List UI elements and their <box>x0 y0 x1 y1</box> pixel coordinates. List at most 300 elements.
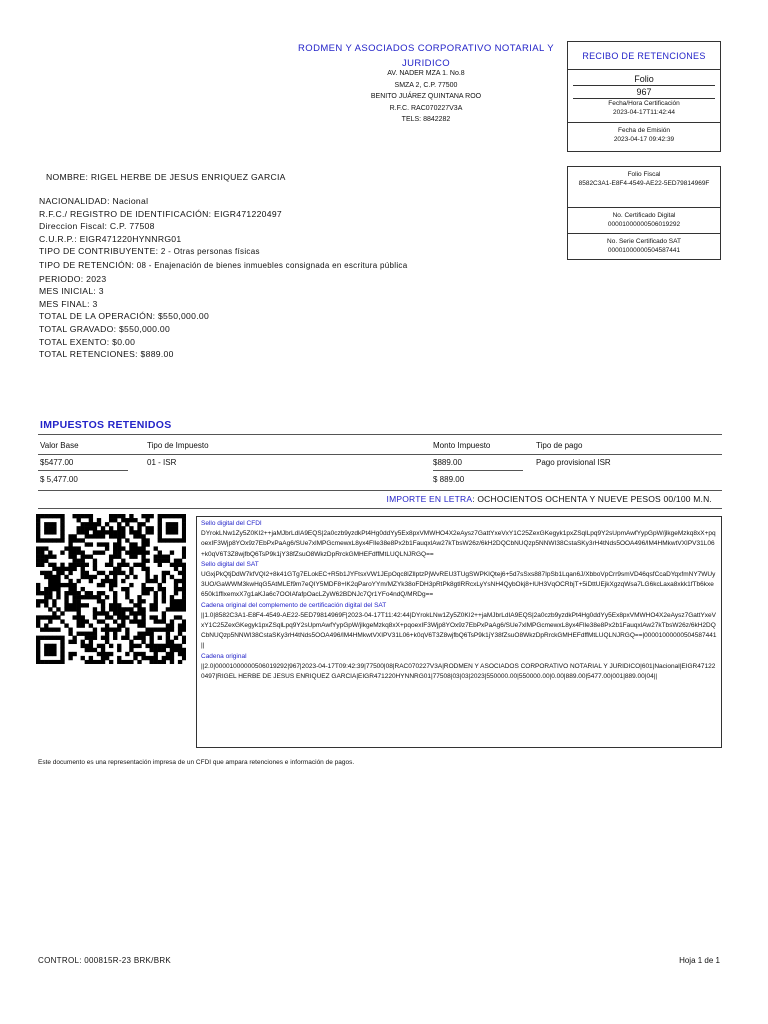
qr-module <box>121 579 125 583</box>
qr-module <box>109 530 113 534</box>
qr-module <box>150 660 154 664</box>
qr-module <box>64 595 68 599</box>
qr-module <box>129 542 133 546</box>
field-mes-final: MES FINAL: 3 <box>39 298 98 309</box>
qr-module <box>182 591 186 595</box>
qr-module <box>68 587 72 591</box>
qr-module <box>36 514 40 518</box>
qr-module <box>117 623 121 627</box>
qr-module <box>166 526 170 530</box>
qr-module <box>129 546 133 550</box>
qr-module <box>64 603 68 607</box>
qr-module <box>97 571 101 575</box>
qr-module <box>89 522 93 526</box>
qr-module <box>64 591 68 595</box>
qr-module <box>145 542 149 546</box>
qr-module <box>113 571 117 575</box>
qr-module <box>170 628 174 632</box>
qr-module <box>109 571 113 575</box>
qr-module <box>89 526 93 530</box>
qr-module <box>48 555 52 559</box>
qr-module <box>89 595 93 599</box>
qr-module <box>137 611 141 615</box>
qr-module <box>121 526 125 530</box>
qr-module <box>113 619 117 623</box>
qr-module <box>52 587 56 591</box>
qr-module <box>97 583 101 587</box>
qr-module <box>162 571 166 575</box>
qr-module <box>81 555 85 559</box>
qr-module <box>77 623 81 627</box>
qr-module <box>81 619 85 623</box>
taxes-cell-tipo-pago: Pago provisional ISR <box>536 458 611 467</box>
qr-module <box>72 640 76 644</box>
qr-module <box>182 575 186 579</box>
qr-module <box>162 595 166 599</box>
qr-module <box>81 615 85 619</box>
qr-module <box>48 628 52 632</box>
qr-module <box>72 583 76 587</box>
qr-module <box>60 538 64 542</box>
qr-module <box>68 534 72 538</box>
qr-module <box>93 575 97 579</box>
qr-module <box>97 644 101 648</box>
qr-module <box>93 636 97 640</box>
qr-module <box>36 599 40 603</box>
qr-module <box>97 660 101 664</box>
importe-en-letra <box>38 494 712 504</box>
qr-module <box>125 550 129 554</box>
qr-module <box>81 595 85 599</box>
qr-module <box>68 550 72 554</box>
qr-module <box>89 579 93 583</box>
qr-module <box>113 555 117 559</box>
qr-module <box>89 632 93 636</box>
qr-module <box>117 660 121 664</box>
footer-control: CONTROL: 000815R-23 BRK/BRK <box>38 956 172 965</box>
qr-module <box>52 579 56 583</box>
qr-module <box>170 607 174 611</box>
qr-module <box>137 644 141 648</box>
qr-module <box>56 575 60 579</box>
qr-module <box>166 530 170 534</box>
qr-module <box>121 636 125 640</box>
qr-module <box>60 652 64 656</box>
qr-module <box>101 534 105 538</box>
cadena-complemento-value: ||1.0|8582C3A1-E8F4-4549-AE22-5ED79814969F|2023-04-17T11:42:44|DYrokLNw1Zy5Z0KI2++jaMJbrLdIA9EQS|2a0czb9yzdkPt4Hg0ddYy5Ex8pxVMWHO4X2eAysz7GattYxeVxY1C25ZexGKegyk1pxZSqlLpq9Y2sUpmAwfYypGpW/jlkgeMzkq8xX+pqoexIF3Wjp8YOx9z7EbPxPaAg6/SUe7xlMPGcmewxL8yx4FIle38e8Px2b1FauqxlAw27kTbsW26z/6kH2DQCbNUQzp5NNWI38CstaSKy3rH4tNds5OOA496/lM4HMkwtVXIPV31L06+k0qV6T3Z8wjfbQ6TsP9k1jY38fZsuO8WkzDpRrckGMHEFdffMtLUQLNJRGQ==|00001000000504587441|| <box>201 611 717 650</box>
cert-digital-box <box>567 207 721 234</box>
qr-module <box>182 599 186 603</box>
qr-module <box>145 575 149 579</box>
qr-module <box>154 591 158 595</box>
qr-module <box>72 652 76 656</box>
qr-module <box>72 636 76 640</box>
qr-module <box>109 660 113 664</box>
qr-module <box>44 522 48 526</box>
qr-module <box>105 652 109 656</box>
qr-module <box>141 623 145 627</box>
qr-module <box>64 575 68 579</box>
taxes-divider-top <box>38 434 722 435</box>
qr-module <box>125 595 129 599</box>
qr-module <box>60 550 64 554</box>
qr-module <box>44 636 48 640</box>
qr-module <box>101 636 105 640</box>
qr-module <box>105 615 109 619</box>
qr-module <box>129 514 133 518</box>
qr-module <box>170 550 174 554</box>
qr-module <box>40 599 44 603</box>
qr-module <box>113 595 117 599</box>
qr-module <box>121 611 125 615</box>
qr-module <box>137 534 141 538</box>
qr-module <box>182 538 186 542</box>
qr-module <box>113 542 117 546</box>
taxes-cell-underline <box>38 470 128 471</box>
qr-module <box>89 640 93 644</box>
qr-module <box>162 559 166 563</box>
qr-module <box>40 571 44 575</box>
qr-module <box>117 603 121 607</box>
qr-module <box>174 567 178 571</box>
qr-module <box>77 550 81 554</box>
qr-module <box>72 587 76 591</box>
qr-module <box>48 571 52 575</box>
qr-module <box>56 615 60 619</box>
qr-module <box>178 628 182 632</box>
qr-module <box>81 571 85 575</box>
qr-module <box>85 603 89 607</box>
footer-page-number: Hoja 1 de 1 <box>679 956 720 965</box>
qr-module <box>36 583 40 587</box>
qr-module <box>117 514 121 518</box>
qr-module <box>85 636 89 640</box>
qr-module <box>150 615 154 619</box>
qr-module <box>36 660 40 664</box>
qr-module <box>64 546 68 550</box>
qr-module <box>44 660 48 664</box>
taxes-cell-monto: $889.00 <box>433 458 462 467</box>
qr-module <box>137 599 141 603</box>
qr-module <box>109 579 113 583</box>
qr-module <box>113 591 117 595</box>
qr-module <box>182 534 186 538</box>
field-total-exento: TOTAL EXENTO: $0.00 <box>39 336 136 347</box>
qr-module <box>170 644 174 648</box>
qr-module <box>40 628 44 632</box>
qr-module <box>89 555 93 559</box>
qr-module <box>125 628 129 632</box>
qr-module <box>113 534 117 538</box>
folio-box <box>567 69 721 123</box>
qr-module <box>117 607 121 611</box>
qr-module <box>52 583 56 587</box>
qr-module <box>113 607 117 611</box>
qr-module <box>170 599 174 603</box>
qr-module <box>36 587 40 591</box>
qr-module <box>109 563 113 567</box>
qr-module <box>40 636 44 640</box>
qr-module <box>129 571 133 575</box>
qr-module <box>137 546 141 550</box>
qr-module <box>60 648 64 652</box>
qr-module <box>36 522 40 526</box>
qr-module <box>48 522 52 526</box>
qr-module <box>166 538 170 542</box>
qr-module <box>166 632 170 636</box>
qr-module <box>133 603 137 607</box>
taxes-row <box>38 455 722 471</box>
qr-module <box>145 628 149 632</box>
qr-module <box>68 640 72 644</box>
qr-module <box>182 563 186 567</box>
qr-module <box>36 644 40 648</box>
qr-module <box>137 632 141 636</box>
qr-module <box>48 636 52 640</box>
qr-module <box>105 530 109 534</box>
qr-module <box>105 595 109 599</box>
qr-module <box>101 550 105 554</box>
qr-module <box>117 563 121 567</box>
qr-module <box>170 603 174 607</box>
qr-module <box>44 615 48 619</box>
qr-module <box>52 611 56 615</box>
qr-module <box>44 575 48 579</box>
qr-module <box>68 628 72 632</box>
qr-module <box>40 615 44 619</box>
qr-module <box>56 579 60 583</box>
qr-module <box>72 555 76 559</box>
qr-module <box>44 599 48 603</box>
qr-module <box>158 563 162 567</box>
qr-module <box>105 546 109 550</box>
qr-module <box>60 571 64 575</box>
qr-module <box>68 567 72 571</box>
qr-module <box>101 607 105 611</box>
qr-module <box>40 559 44 563</box>
field-total-retenciones: TOTAL RETENCIONES: $889.00 <box>39 349 174 360</box>
qr-module <box>166 555 170 559</box>
qr-module <box>89 623 93 627</box>
qr-module <box>178 538 182 542</box>
qr-module <box>101 619 105 623</box>
qr-module <box>158 555 162 559</box>
qr-module <box>109 587 113 591</box>
qr-module <box>36 656 40 660</box>
qr-module <box>125 587 129 591</box>
cert-datetime-label: Fecha/Hora Certificación <box>608 100 680 107</box>
cert-sat-label: No. Serie Certificado SAT <box>607 238 681 245</box>
qr-module <box>182 623 186 627</box>
qr-module <box>145 526 149 530</box>
qr-module <box>162 575 166 579</box>
qr-module <box>174 579 178 583</box>
qr-module <box>101 603 105 607</box>
qr-module <box>36 636 40 640</box>
qr-module <box>158 526 162 530</box>
qr-module <box>121 534 125 538</box>
qr-module <box>52 636 56 640</box>
qr-module <box>81 563 85 567</box>
qr-module <box>121 546 125 550</box>
qr-module <box>48 538 52 542</box>
recipient-details <box>39 195 559 361</box>
qr-module <box>158 628 162 632</box>
qr-module <box>105 611 109 615</box>
taxes-header-valor-base: Valor Base <box>40 441 79 450</box>
qr-module <box>60 514 64 518</box>
qr-module <box>158 619 162 623</box>
qr-module <box>141 599 145 603</box>
qr-module <box>52 555 56 559</box>
qr-module <box>129 607 133 611</box>
qr-module <box>72 615 76 619</box>
qr-module <box>52 652 56 656</box>
qr-module <box>81 514 85 518</box>
qr-module <box>68 579 72 583</box>
qr-module <box>52 660 56 664</box>
qr-module <box>93 530 97 534</box>
qr-module <box>60 522 64 526</box>
qr-module <box>93 648 97 652</box>
emission-box <box>567 122 721 152</box>
qr-module <box>97 611 101 615</box>
qr-module <box>93 534 97 538</box>
cadena-original-value: ||2.0|00001000000506019292|967|2023-04-17T09:42:39|77500|08|RAC070227V3A|RODMEN Y ASOCIADOS CORPORATIVO NOTARIAL Y JURIDICO|601|Nacional|EIGR471220497|RIGEL HERBE DE JESUS ENRIQUEZ GARCIA|EIGR471220HYNNRG01|77508|03|03|2023|550000.00|550000.00|0.00|889.00|5477.00|001|889.00|04|| <box>201 662 716 681</box>
qr-module <box>178 652 182 656</box>
qr-module <box>158 550 162 554</box>
qr-module <box>60 518 64 522</box>
taxes-header-tipo-pago: Tipo de pago <box>536 441 583 450</box>
qr-module <box>48 575 52 579</box>
qr-module <box>170 563 174 567</box>
qr-module <box>36 538 40 542</box>
qr-module <box>81 644 85 648</box>
qr-module <box>36 563 40 567</box>
qr-module <box>178 623 182 627</box>
qr-module <box>81 530 85 534</box>
qr-module <box>133 636 137 640</box>
qr-module <box>182 656 186 660</box>
qr-module <box>158 534 162 538</box>
qr-module <box>105 522 109 526</box>
qr-module <box>133 615 137 619</box>
qr-module <box>113 550 117 554</box>
qr-module <box>141 587 145 591</box>
qr-module <box>129 583 133 587</box>
qr-module <box>150 636 154 640</box>
qr-module <box>141 542 145 546</box>
qr-module <box>109 615 113 619</box>
qr-module <box>40 546 44 550</box>
qr-module <box>113 611 117 615</box>
qr-module <box>97 595 101 599</box>
field-total-operacion: TOTAL DE LA OPERACIÓN: $550,000.00 <box>39 311 210 322</box>
qr-module <box>48 644 52 648</box>
qr-module <box>117 567 121 571</box>
qr-module <box>77 607 81 611</box>
qr-module <box>101 652 105 656</box>
qr-module <box>44 603 48 607</box>
qr-module <box>101 579 105 583</box>
qr-module <box>182 571 186 575</box>
qr-module <box>133 546 137 550</box>
qr-module <box>145 559 149 563</box>
qr-module <box>52 615 56 619</box>
qr-module <box>182 514 186 518</box>
qr-module <box>77 599 81 603</box>
qr-module <box>113 599 117 603</box>
qr-module <box>77 595 81 599</box>
qr-module <box>162 648 166 652</box>
field-tipo-contribuyente: TIPO DE CONTRIBUYENTE: 2 - Otras personas físicas <box>39 246 260 257</box>
qr-module <box>48 591 52 595</box>
qr-module <box>117 530 121 534</box>
qr-module <box>162 514 166 518</box>
qr-module <box>44 571 48 575</box>
qr-module <box>117 542 121 546</box>
qr-module <box>141 555 145 559</box>
qr-module <box>60 567 64 571</box>
qr-module <box>89 514 93 518</box>
field-tipo-retencion: TIPO DE RETENCIÓN: 08 - Enajenación de bienes inmuebles consignada en escritura pública <box>39 259 408 270</box>
qr-module <box>81 575 85 579</box>
qr-module <box>145 644 149 648</box>
qr-module <box>141 534 145 538</box>
qr-module <box>85 632 89 636</box>
qr-module <box>170 530 174 534</box>
qr-module <box>125 591 129 595</box>
qr-module <box>60 640 64 644</box>
qr-module <box>162 611 166 615</box>
qr-module <box>68 546 72 550</box>
qr-module <box>141 550 145 554</box>
taxes-cell-underline <box>433 470 523 471</box>
qr-module <box>36 530 40 534</box>
qr-module <box>48 648 52 652</box>
qr-module <box>162 619 166 623</box>
qr-module <box>178 648 182 652</box>
qr-module <box>178 644 182 648</box>
qr-module <box>166 607 170 611</box>
qr-module <box>93 611 97 615</box>
qr-module <box>60 526 64 530</box>
qr-module <box>44 652 48 656</box>
qr-module <box>89 644 93 648</box>
qr-module <box>113 603 117 607</box>
qr-module <box>154 607 158 611</box>
qr-module <box>109 518 113 522</box>
qr-module <box>141 563 145 567</box>
qr-module <box>129 648 133 652</box>
qr-module <box>72 546 76 550</box>
qr-module <box>145 587 149 591</box>
qr-module <box>117 628 121 632</box>
qr-module <box>109 652 113 656</box>
qr-module <box>36 518 40 522</box>
qr-module <box>154 575 158 579</box>
qr-module <box>48 526 52 530</box>
qr-module <box>117 648 121 652</box>
qr-module <box>162 660 166 664</box>
qr-module <box>101 583 105 587</box>
qr-module <box>182 587 186 591</box>
folio-value: 967 <box>573 85 715 99</box>
qr-module <box>162 628 166 632</box>
qr-module <box>44 628 48 632</box>
qr-module <box>101 530 105 534</box>
qr-module <box>117 571 121 575</box>
